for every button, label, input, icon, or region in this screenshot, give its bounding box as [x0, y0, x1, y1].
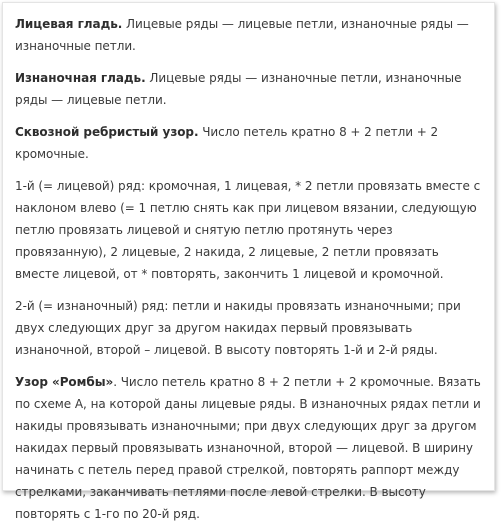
paragraph-title: Изнаночная гладь. [15, 71, 146, 85]
paragraph-row-2 [15, 295, 484, 361]
paragraph-title: Лицевая гладь. [15, 17, 123, 31]
article-card [2, 2, 495, 521]
paragraph-text: Число петель кратно 8 + 2 петли + 2 кромочные. [15, 125, 439, 161]
paragraph-text: . Число петель кратно 8 + 2 петли + 2 кромочные. Вязать по схеме А, на которой даны лицевые ряды. В изнаночных рядах петли и накиды провязывать изнаночными; при двух следующих друг за другом накидах первый провязывать изнаночной, второй — лицевой. В ширину начинать с петель перед правой стрелкой, повторять раппорт между стрелками, заканчивать петлями после левой стрелки. В высоту повторять с 1-го по 20-й ряд. [15, 375, 481, 521]
paragraph-row-1 [15, 175, 484, 285]
paragraph-openwork-rib [15, 121, 484, 165]
paragraph-reverse-stockinette [15, 67, 484, 111]
paragraph-text: Лицевые ряды — изнаночные петли, изнаночные ряды — лицевые петли. [15, 71, 462, 107]
paragraph-stockinette [15, 13, 484, 57]
paragraph-text: 1-й (= лицевой) ряд: кромочная, 1 лицевая, * 2 петли провязать вместе с наклоном влево (= 1 петлю снять как при лицевом вязании, следующую петлю провязать лицевой и снятую петлю протянуть через провязанную), 2 лицевые, 2 накида, 2 лицевые, 2 петли провязать вместе лицевой, от * повторять, закончить 1 лицевой и кромочной. [15, 179, 481, 281]
paragraph-text: Лицевые ряды — лицевые петли, изнаночные ряды — изнаночные петли. [15, 17, 469, 53]
paragraph-text: 2-й (= изнаночный) ряд: петли и накиды провязать изнаночными; при двух следующих друг за другом накидах первый провязывать изнаночной, второй – лицевой. В высоту повторять 1-й и 2-й ряды. [15, 299, 461, 357]
paragraph-rhombus-pattern [15, 371, 484, 525]
paragraph-title: Узор «Ромбы» [15, 375, 114, 389]
paragraph-title: Сквозной ребристый узор. [15, 125, 199, 139]
